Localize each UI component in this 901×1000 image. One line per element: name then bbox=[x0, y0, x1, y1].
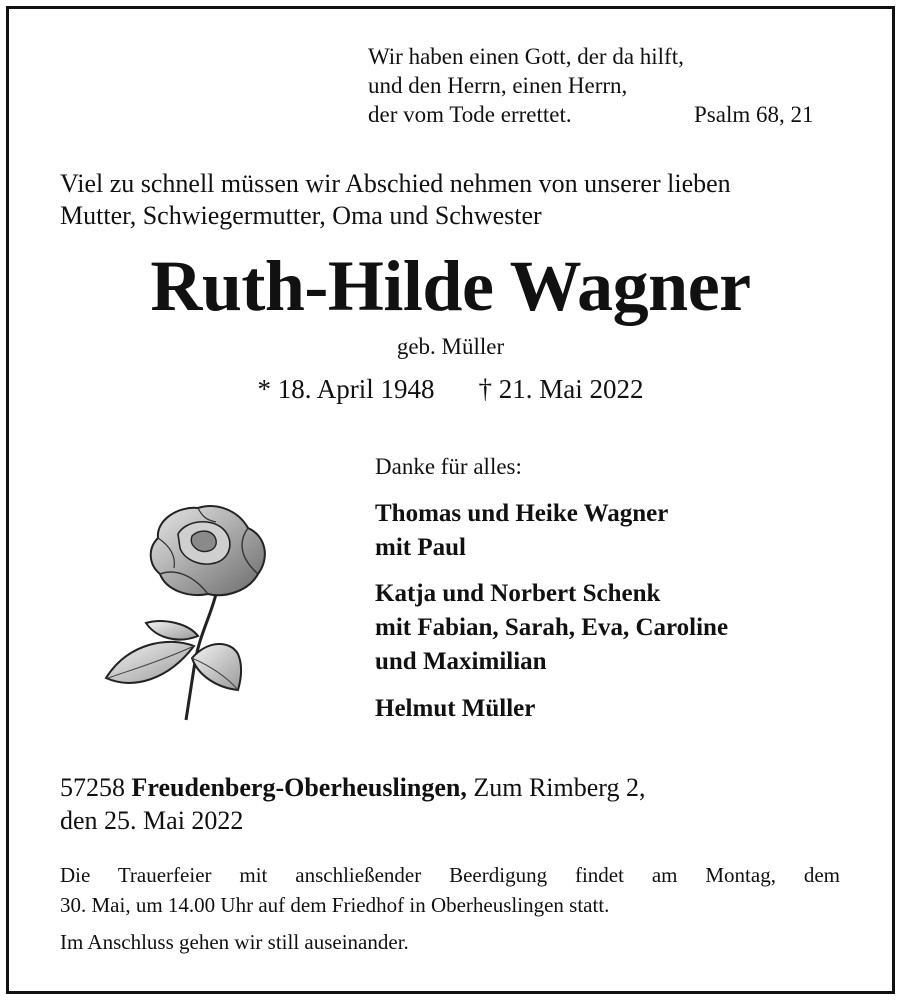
birth-date: * 18. April 1948 bbox=[257, 374, 435, 404]
verse-reference: Psalm 68, 21 bbox=[694, 102, 814, 127]
street: Zum Rimberg 2, bbox=[473, 773, 646, 802]
family-line: und Maximilian bbox=[375, 648, 547, 675]
verse-line-2: und den Herrn, einen Herrn, bbox=[368, 73, 628, 98]
family-group-3 bbox=[375, 692, 535, 726]
address-date: den 25. Mai 2022 bbox=[60, 806, 244, 835]
verse-line-3-text: der vom Tode errettet. bbox=[368, 102, 572, 127]
maiden-name: geb. Müller bbox=[396, 334, 505, 359]
intro-line-2: Mutter, Schwiegermutter, Oma und Schwester bbox=[60, 201, 542, 230]
town: Freudenberg-Oberheuslingen, bbox=[131, 773, 467, 802]
life-dates bbox=[0, 374, 901, 405]
family-group-2 bbox=[375, 577, 728, 679]
rose-icon bbox=[98, 498, 288, 723]
funeral-line-1: Die Trauerfeier mit anschließender Beerdigung findet am Montag, dem bbox=[60, 863, 840, 887]
address-line bbox=[60, 771, 645, 804]
intro-line-1: Viel zu schnell müssen wir Abschied nehmen von unserer lieben bbox=[60, 169, 731, 198]
address-block bbox=[60, 771, 645, 837]
family-line: Thomas und Heike Wagner bbox=[375, 500, 669, 527]
family-group-1 bbox=[375, 497, 668, 565]
funeral-line-2: 30. Mai, um 14.00 Uhr auf dem Friedhof in Oberheuslingen statt. bbox=[60, 893, 610, 917]
thanks-line: Danke für alles: bbox=[375, 454, 522, 479]
family-line: Helmut Müller bbox=[375, 695, 536, 722]
family-line: Katja und Norbert Schenk bbox=[375, 580, 661, 607]
bible-verse bbox=[368, 42, 818, 129]
intro-text bbox=[60, 168, 731, 232]
deceased-name: Ruth-Hilde Wagner bbox=[150, 246, 751, 326]
verse-line-3 bbox=[368, 100, 818, 129]
family-line: mit Paul bbox=[375, 534, 466, 561]
closing-line: Im Anschluss gehen wir still auseinander. bbox=[60, 930, 409, 954]
verse-line-1: Wir haben einen Gott, der da hilft, bbox=[368, 44, 684, 69]
family-line: mit Fabian, Sarah, Eva, Caroline bbox=[375, 614, 729, 641]
postcode: 57258 bbox=[60, 773, 125, 802]
funeral-notice bbox=[60, 860, 840, 920]
death-date: † 21. Mai 2022 bbox=[478, 374, 644, 404]
